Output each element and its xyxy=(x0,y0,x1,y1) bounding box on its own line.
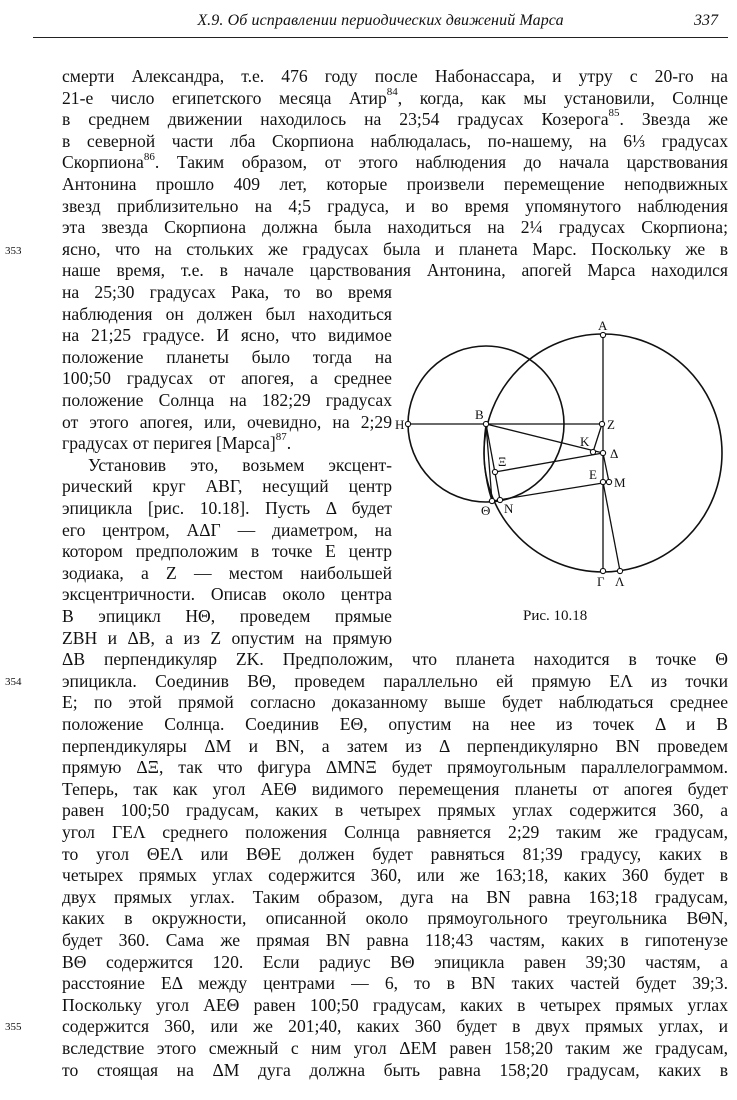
text-line xyxy=(62,822,728,842)
text-line-content: наблюдения он должен был находиться xyxy=(62,303,392,324)
text-line-content: наше время, т.е. в начале царствования Антонина, апогей Марса находился xyxy=(62,260,728,281)
text-line-content: двух прямых углах. Таким образом, дуга на ΒΝ равна 163;18 градусам, xyxy=(62,886,728,907)
text-line-content: смерти Александра, т.е. 476 году после Набонассара, и утру с 20-го на xyxy=(62,66,728,86)
label-N: N xyxy=(504,501,514,516)
text-line xyxy=(62,800,728,820)
text-line xyxy=(62,109,728,129)
text-line-continuation: . Звезда же xyxy=(619,109,728,130)
footnote-ref[interactable]: 84 xyxy=(386,85,398,98)
text-line-content: положение Солнца. Соединив ΕΘ, опустим на нее из точек Δ и Β xyxy=(62,714,728,734)
text-line xyxy=(62,844,728,864)
text-line xyxy=(62,1038,728,1058)
text-line-continuation: . xyxy=(286,433,292,454)
text-line xyxy=(62,476,392,496)
label-Theta: Θ xyxy=(481,503,491,518)
text-line xyxy=(62,995,728,1015)
text-line xyxy=(62,347,392,367)
text-line xyxy=(62,973,728,993)
text-line xyxy=(62,131,728,151)
point-H xyxy=(405,421,410,426)
text-line-content: 21-е число египетского месяца Атир xyxy=(62,87,387,108)
margin-page-ref: 354 xyxy=(5,676,22,688)
text-line xyxy=(62,541,392,561)
text-line-content: Антонина прошло 409 лет, которые произвели перемещение неподвижных xyxy=(62,174,728,194)
text-line-content: в северной части лба Скорпиона наблюдалась, по-нашему, на 6⅓ градусах xyxy=(62,130,728,151)
text-line xyxy=(62,325,392,345)
text-line-content: вследствие этого смежный с ним угол ΔΕΜ равен 158;20 таким же градусам, xyxy=(62,1038,728,1058)
label-H: H xyxy=(395,417,405,432)
label-E: E xyxy=(589,467,597,482)
label-Delta: Δ xyxy=(610,446,619,461)
text-line-content: рический круг ΑΒΓ, несущий центр xyxy=(62,476,392,497)
line-Theta-M xyxy=(492,482,609,501)
text-line-continuation: . Таким образом, от этого наблюдения до начала царствования xyxy=(154,152,728,173)
text-line xyxy=(62,239,728,259)
text-line xyxy=(62,412,392,432)
label-Gamma: Γ xyxy=(597,574,605,589)
text-line-content: ΒΘ содержится 120. Если радиус ΒΘ эпицикла равен 39;30 частям, а xyxy=(62,951,728,972)
text-line xyxy=(62,671,728,691)
text-line-content: котором предположим в точке Ε центр xyxy=(62,541,392,562)
text-line-content: равен 100;50 градусам, каких в четырех прямых углах содержится 360, а xyxy=(62,800,728,821)
point-Gamma xyxy=(600,568,605,573)
text-line-content: ясно, что на стольких же градусах была и планета Марс. Поскольку же в xyxy=(62,238,728,259)
text-line xyxy=(62,952,728,972)
text-line-content: положение планеты было тогда на xyxy=(62,346,392,367)
point-Lambda xyxy=(617,568,622,573)
point-A xyxy=(600,332,605,337)
text-line xyxy=(62,649,728,669)
point-B xyxy=(483,421,488,426)
margin-page-ref: 353 xyxy=(5,245,22,257)
text-line xyxy=(62,757,728,777)
label-Z: Z xyxy=(607,417,615,432)
text-line xyxy=(62,563,392,583)
line-E-Lambda xyxy=(603,482,620,571)
text-line xyxy=(62,174,728,194)
point-Delta xyxy=(600,450,605,455)
footnote-ref[interactable]: 86 xyxy=(143,150,155,163)
text-line-content: прямую ΔΞ, так что фигура ΔΜΝΞ будет прямоугольным параллелограммом. xyxy=(62,757,728,778)
text-line-content: то угол ΘΕΛ или ΒΘΕ должен будет равняться 81;39 градусу, каких в xyxy=(62,843,728,864)
text-line-content: то стоящая на ΔΜ дуга должна быть равна 158;20 градусам, каких в xyxy=(62,1059,728,1080)
text-line-content: расстояние ΕΔ между центрами — 6, то в ΒΝ таких частей будет 39;3. xyxy=(62,973,728,994)
line-Z-K xyxy=(593,424,602,452)
text-line xyxy=(62,152,728,172)
text-line-content: его центром, ΑΔΓ — диаметром, на xyxy=(62,519,392,540)
text-line-content: Ε; по этой прямой согласно доказанному выше будет наблюдаться среднее xyxy=(62,692,728,713)
text-line xyxy=(62,282,392,302)
text-line-continuation: , когда, как мы установили, Солнце xyxy=(397,87,728,108)
text-line xyxy=(62,779,728,799)
text-line xyxy=(62,1060,728,1080)
text-line-content: ΔΒ перпендикуляр ΖΚ. Предположим, что планета находится в точке Θ xyxy=(62,649,728,670)
text-line xyxy=(62,1016,728,1036)
text-line xyxy=(62,304,392,324)
label-Xi: Ξ xyxy=(498,454,507,469)
text-line xyxy=(62,736,728,756)
text-line-content: звезд приблизительно на 4;5 градуса, и во время упомянутого наблюдения xyxy=(62,195,728,216)
point-K xyxy=(590,449,595,454)
geometry-diagram xyxy=(385,300,735,600)
text-line xyxy=(62,498,392,518)
text-line-content: на 21;25 градусе. И ясно, что видимое xyxy=(62,325,392,346)
text-line xyxy=(62,930,728,950)
text-line-content: градусах от перигея [Марса] xyxy=(62,433,276,454)
text-line xyxy=(62,455,392,475)
text-line-content: эта звезда Скорпиона должна была находиться на 2¼ градусах Скорпиона; xyxy=(62,217,728,238)
label-B: B xyxy=(475,407,484,422)
text-line-content: Поскольку угол ΑΕΘ равен 100;50 градусам, каких в четырех прямых углах xyxy=(62,994,728,1015)
text-line-content: в среднем движении находилось на 23;54 градусах Козерога xyxy=(62,109,609,130)
text-line xyxy=(62,887,728,907)
text-line-content: на 25;30 градусах Рака, то во время xyxy=(62,282,392,302)
text-line-content: Установив это, возьмем эксцент- xyxy=(88,454,392,475)
text-line-content: эпицикла [рис. 10.18]. Пусть Δ будет xyxy=(62,498,392,518)
text-line xyxy=(62,584,392,604)
text-line xyxy=(62,368,392,388)
text-line-content: перпендикуляры ΔΜ и ΒΝ, а затем из Δ перпендикулярно ΒΝ проведем xyxy=(62,735,728,756)
text-line xyxy=(62,520,392,540)
text-line xyxy=(62,606,392,626)
text-line xyxy=(62,433,392,453)
text-line-content: 100;50 градусах от апогея, а среднее xyxy=(62,368,392,389)
text-line-content: Скорпиона xyxy=(62,152,144,173)
header-rule xyxy=(33,37,728,38)
text-line-content: содержится 360, или же 201;40, каких 360 будет в двух прямых углах, и xyxy=(62,1016,728,1037)
point-E xyxy=(600,479,605,484)
margin-page-ref: 355 xyxy=(5,1021,22,1033)
text-line-content: Теперь, так как угол ΑΕΘ видимого перемещения планеты от апогея будет xyxy=(62,778,728,799)
text-line xyxy=(62,66,728,86)
point-N xyxy=(497,497,502,502)
footnote-ref[interactable]: 85 xyxy=(608,107,620,120)
text-line-content: угол ΓΕΛ среднего положения Солнца равняется 2;29 таким же градусам, xyxy=(62,822,728,842)
label-Lambda: Λ xyxy=(615,574,625,589)
text-line-content: Β эпицикл ΗΘ, проведем прямые xyxy=(62,606,392,626)
text-line xyxy=(62,260,728,280)
text-line-content: от этого апогея, или, очевидно, на 2;29 xyxy=(62,411,392,432)
text-line xyxy=(62,865,728,885)
footnote-ref[interactable]: 87 xyxy=(275,431,287,444)
text-line xyxy=(62,628,392,648)
text-line-content: четырех прямых углах содержится 360, или же 163;18, каких 360 будет в xyxy=(62,865,728,886)
point-M xyxy=(606,479,611,484)
text-line xyxy=(62,196,728,216)
label-A: A xyxy=(598,318,608,333)
text-line xyxy=(62,85,728,108)
text-line-content: положение Солнца на 182;29 градусах xyxy=(62,390,392,410)
label-M: M xyxy=(614,475,626,490)
text-line xyxy=(62,908,728,928)
text-line-content: эпицикла. Соединив ΒΘ, проведем параллельно ей прямую ΕΛ из точки xyxy=(62,670,728,691)
text-line xyxy=(62,217,728,237)
figure-caption: Рис. 10.18 xyxy=(523,608,588,624)
text-line-content: ΖΒΗ и ΔΒ, а из Ζ опустим на прямую xyxy=(62,627,392,648)
running-header xyxy=(33,6,728,36)
text-line-content: эксцентричности. Описав около центра xyxy=(62,584,392,605)
point-Xi xyxy=(492,469,497,474)
text-line-content: каких в окружности, описанной около прямоугольного треугольника ΒΘΝ, xyxy=(62,908,728,929)
label-K: K xyxy=(580,434,590,449)
figure-10-18 xyxy=(385,300,735,600)
text-line xyxy=(62,714,728,734)
running-header-title: X.9. Об исправлении периодических движений Марса xyxy=(197,12,564,29)
line-Delta-M xyxy=(603,453,609,482)
text-line-content: зодиака, а Ζ — местом наибольшей xyxy=(62,562,392,583)
text-line xyxy=(62,692,728,712)
text-line xyxy=(62,390,392,410)
point-Z xyxy=(599,421,604,426)
page-number: 337 xyxy=(694,12,718,29)
text-line-content: будет 360. Сама же прямая ΒΝ равна 118;43 частям, каких в гипотенузе xyxy=(62,930,728,950)
